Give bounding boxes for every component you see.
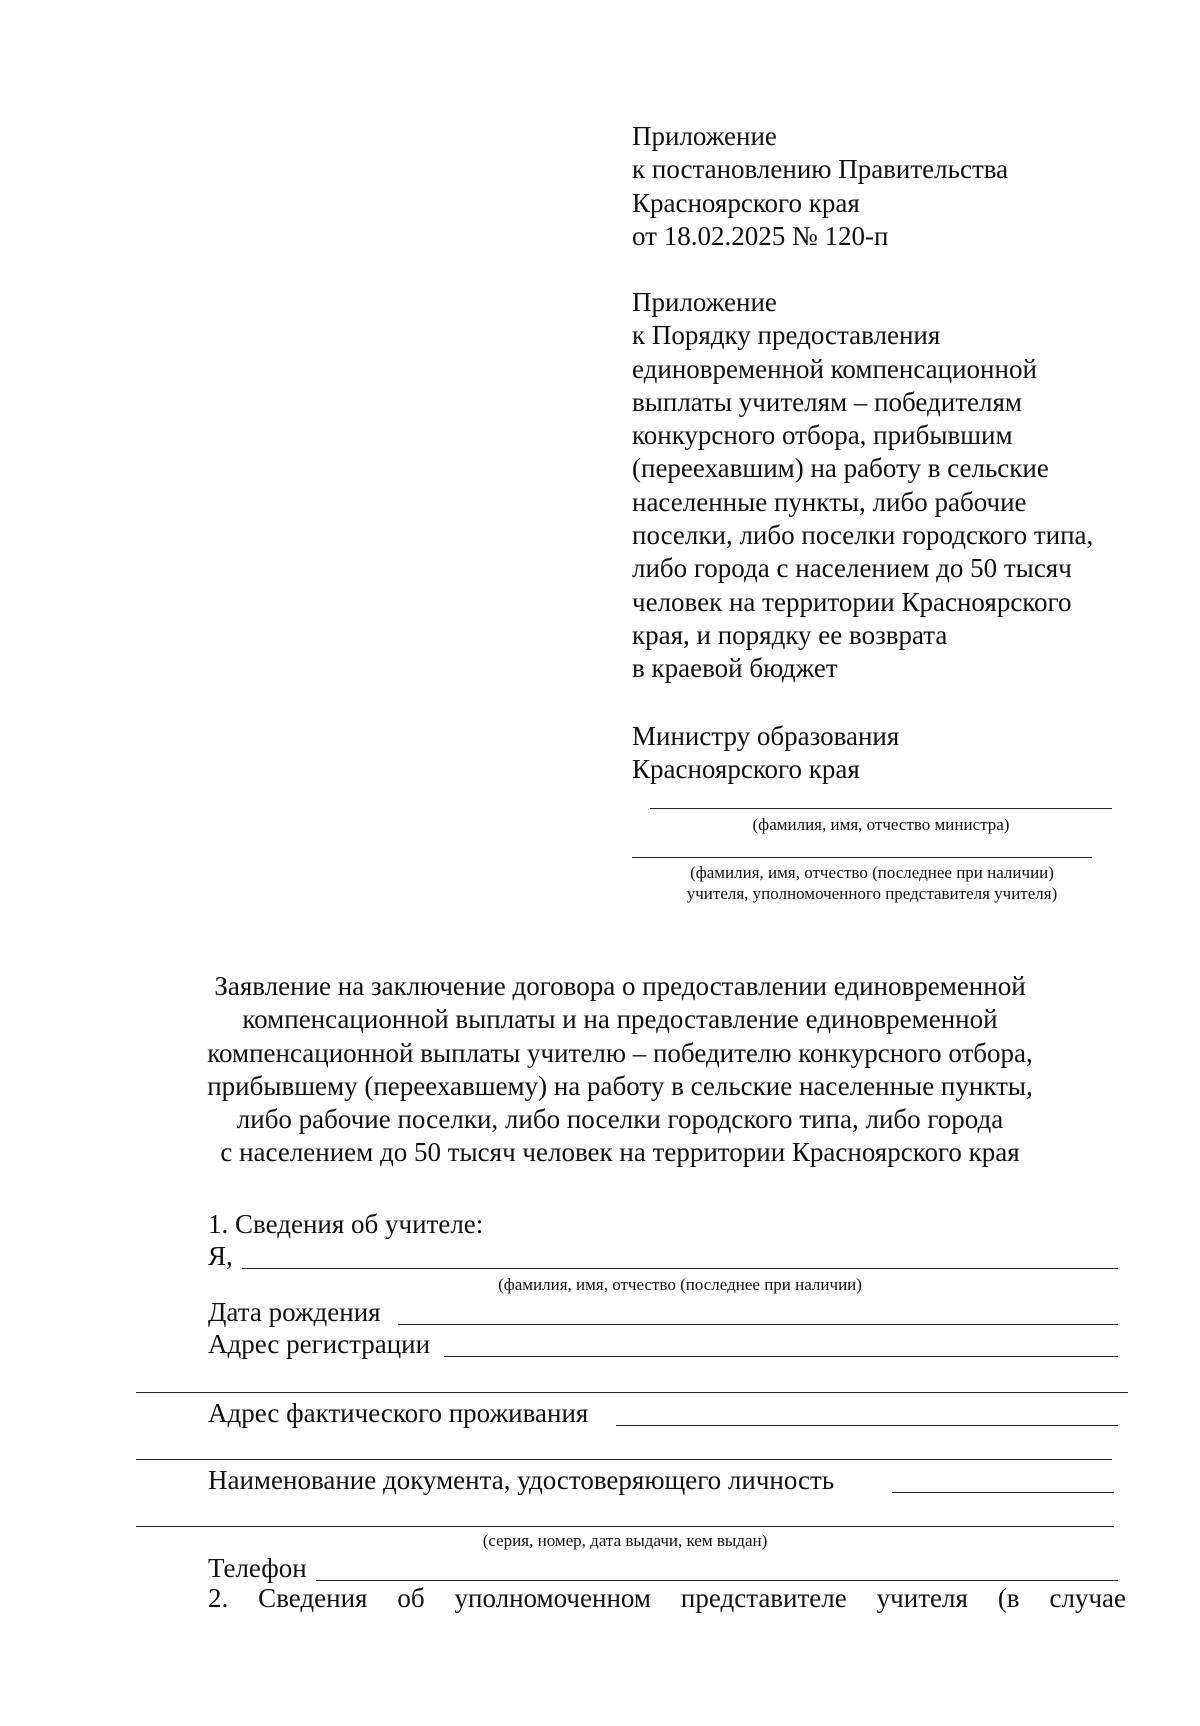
birth-date-field[interactable]	[398, 1324, 1118, 1325]
addressee-line: Министру образования	[632, 721, 900, 751]
section2-heading: 2. Сведения об уполномоченном представителе учителя (в случае	[208, 1583, 1126, 1613]
annex-to-procedure	[632, 286, 1093, 686]
annex-line: либо города с населением до 50 тысяч	[632, 553, 1072, 584]
minister-name-field[interactable]	[650, 808, 1112, 809]
addressee-line: Красноярского края	[632, 754, 860, 785]
annex-line: к Порядку предоставления	[632, 320, 941, 351]
title-line: компенсационной выплаты и на предоставление единовременной	[242, 1004, 998, 1035]
registration-address-label: Адрес регистрации	[208, 1329, 431, 1359]
phone-field[interactable]	[316, 1580, 1118, 1581]
annex-line: поселки, либо поселки городского типа,	[632, 520, 1094, 551]
annex-line: выплаты учителям – победителям	[632, 386, 1022, 417]
annex-line: (переехавшим) на работу в сельские	[632, 453, 1049, 484]
phone-label: Телефон	[208, 1553, 307, 1583]
annex-line: в краевой бюджет	[632, 653, 838, 684]
title-line: либо рабочие поселки, либо поселки городского типа, либо города	[236, 1104, 1004, 1135]
applicant-caption-line: учителя, уполномоченного представителя учителя)	[686, 884, 1058, 903]
i-label: Я,	[208, 1241, 233, 1271]
annex-line: Красноярского края	[632, 187, 860, 218]
full-name-caption: (фамилия, имя, отчество (последнее при наличии)	[498, 1275, 862, 1294]
annex-line: края, и порядку ее возврата	[632, 619, 948, 650]
applicant-caption-line: (фамилия, имя, отчество (последнее при наличии)	[690, 863, 1054, 882]
annex-line: человек на территории Красноярского	[632, 586, 1072, 617]
annex-line: населенные пункты, либо рабочие	[632, 486, 1027, 517]
identity-document-details-field[interactable]	[136, 1526, 1114, 1527]
section1-heading: 1. Сведения об учителе:	[208, 1209, 484, 1239]
registration-address-field-line2[interactable]	[136, 1392, 1128, 1393]
annex-line: Приложение	[632, 121, 777, 151]
annex-to-resolution	[632, 120, 1008, 253]
registration-address-field[interactable]	[444, 1356, 1118, 1357]
birth-date-label: Дата рождения	[208, 1297, 381, 1327]
annex-line: к постановлению Правительства	[632, 154, 1009, 185]
document-caption: (серия, номер, дата выдачи, кем выдан)	[482, 1531, 768, 1550]
annex-line: Приложение	[632, 287, 777, 317]
title-line: компенсационной выплаты учителю – победителю конкурсного отбора,	[207, 1037, 1033, 1068]
title-line: Заявление на заключение договора о предоставлении единовременной	[214, 971, 1026, 1001]
actual-address-label: Адрес фактического проживания	[208, 1398, 589, 1428]
annex-line: единовременной компенсационной	[632, 353, 1037, 384]
annex-line: от 18.02.2025 № 120-п	[632, 220, 889, 251]
identity-document-field[interactable]	[892, 1492, 1114, 1493]
identity-document-label: Наименование документа, удостоверяющего личность	[208, 1465, 835, 1495]
actual-address-field[interactable]	[616, 1425, 1118, 1426]
application-title	[140, 970, 1100, 1170]
applicant-caption	[632, 862, 1112, 904]
title-line: с населением до 50 тысяч человек на территории Красноярского края	[220, 1137, 1020, 1168]
actual-address-field-line2[interactable]	[136, 1459, 1112, 1460]
title-line: прибывшему (переехавшему) на работу в сельские населенные пункты,	[207, 1070, 1033, 1101]
minister-caption: (фамилия, имя, отчество министра)	[752, 815, 1010, 834]
applicant-name-field[interactable]	[632, 857, 1092, 858]
addressee	[632, 720, 899, 787]
full-name-field[interactable]	[242, 1268, 1118, 1269]
annex-line: конкурсного отбора, прибывшим	[632, 420, 1013, 451]
